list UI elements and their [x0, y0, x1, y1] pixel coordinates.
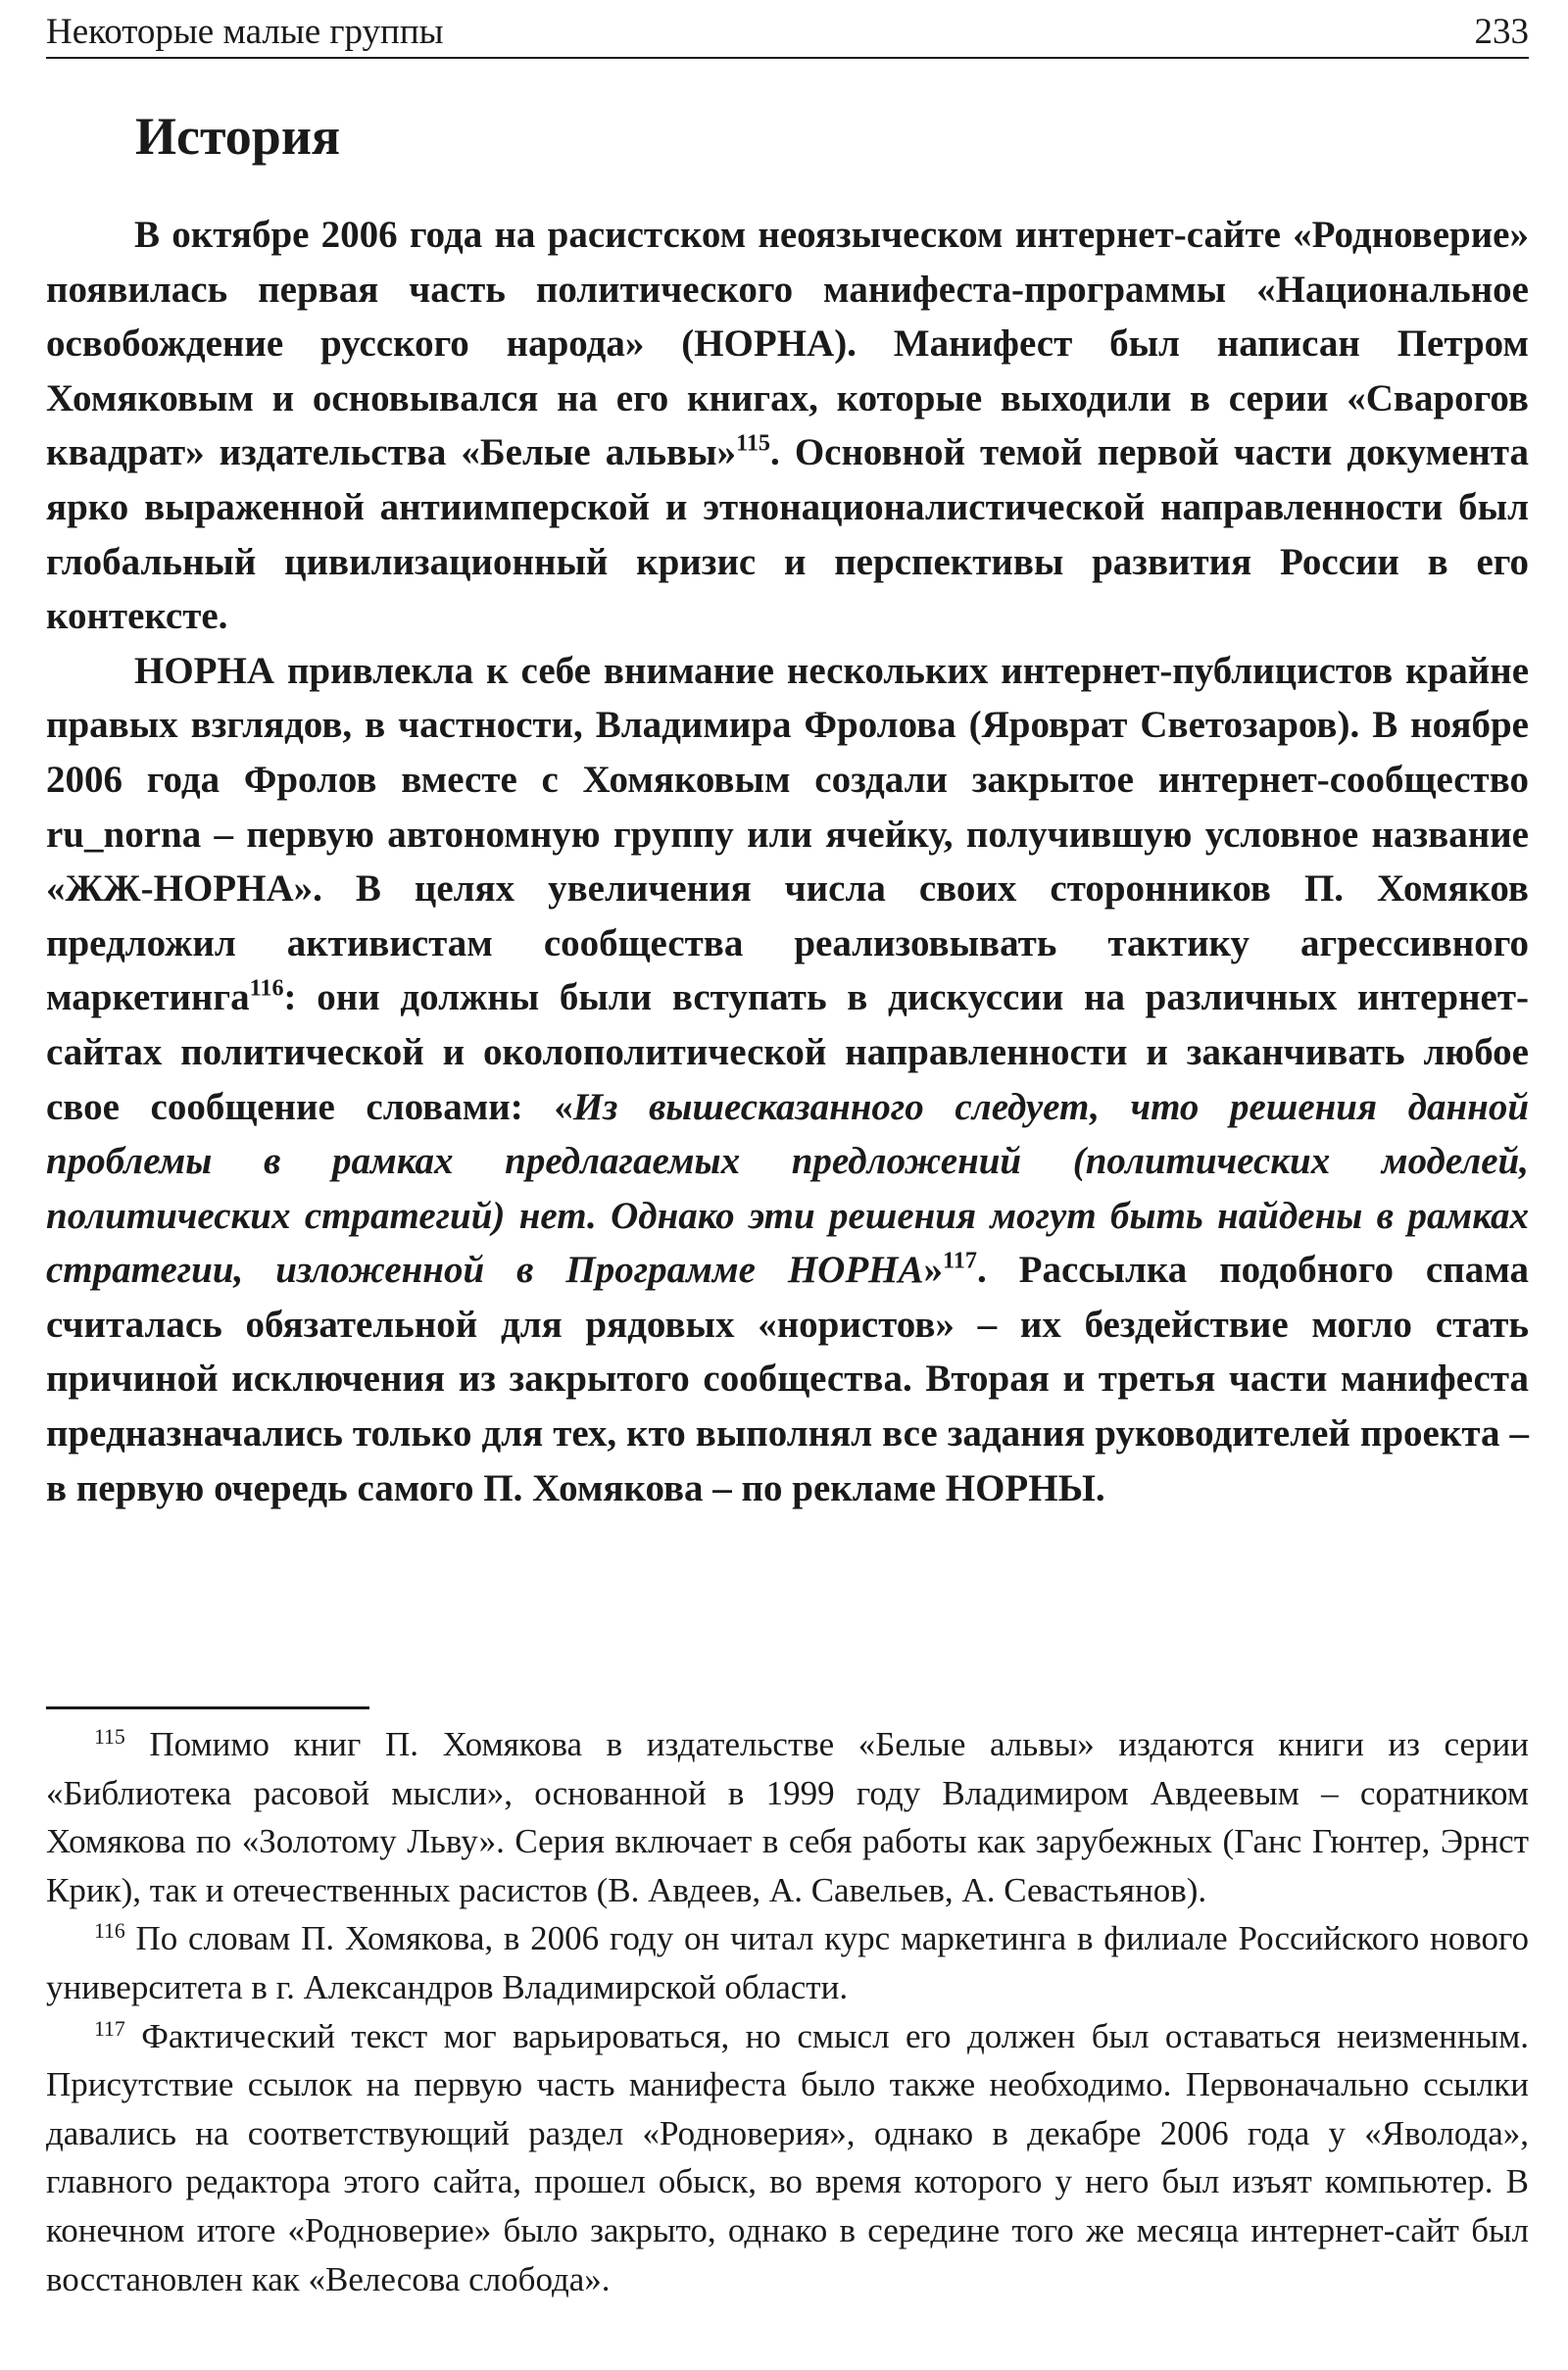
paragraph-1-text: В октябре 2006 года на расистском неоязыческом интернет-сайте «Родноверие» появилась первая часть политического манифеста-программы «Национальное освобождение русского народа» (НОРНА). Манифест был написан Петром Хомяковым и основывался на его книгах, которые выходили в серии «Сварогов квадрат» издательства «Белые альвы»: [46, 214, 1529, 474]
running-header: [46, 4, 1529, 59]
running-title: Некоторые малые группы: [46, 12, 444, 52]
footnote-number: 117: [94, 2016, 125, 2041]
footnote-ref-115[interactable]: 115: [736, 429, 770, 457]
quoted-message: Из вышесказанного следует, что решения данной проблемы в рамках предлагаемых предложений (политических моделей, политических стратегий) нет. Однако эти решения могут быть найдены в рамках стратегии, изложенной в Программе НОРНА: [46, 1085, 1530, 1292]
footnote-ref-116[interactable]: 116: [249, 974, 284, 1002]
footnote-115: [46, 1720, 1529, 1914]
footnote-116: [46, 1914, 1529, 2011]
footnote-text: Помимо книг П. Хомякова в издательстве «Белые альвы» издаются книги из серии «Библиотека расовой мысли», основанной в 1999 году Владимиром Авдеевым – соратником Хомякова по «Золотому Льву». Серия включает в себя работы как зарубежных (Ганс Гюнтер, Эрнст Крик), так и отечественных расистов (В. Авдеев, А. Савельев, А. Севастьянов).: [46, 1725, 1530, 1909]
paragraph-2-text-a: НОРНА привлекла к себе внимание нескольких интернет-публицистов крайне правых взглядов, в частности, Владимира Фролова (Яроврат Светозаров). В ноябре 2006 года Фролов вместе с Хомяковым создали закрытое интернет-сообщество ru_norna – первую автономную группу или ячейку, получившую условное название «ЖЖ-НОРНА». В целях увеличения числа своих сторонников П. Хомяков предложил активистам сообщества реализовывать тактику агрессивного маркетинга: [46, 649, 1529, 1019]
footnote-text: По словам П. Хомякова, в 2006 году он читал курс маркетинга в филиале Российского нового университета в г. Александров Владимирской области.: [46, 1919, 1530, 2006]
section-title: История: [135, 107, 341, 166]
page-number: 233: [1474, 12, 1529, 52]
footnote-number: 116: [94, 1919, 125, 1944]
paragraph-1-text-after: . Основной темой первой части документа ярко выраженной антиимперской и этнонационалистической направленности был глобальный цивилизационный кризис и перспективы развития России в его контексте.: [46, 431, 1529, 638]
footnote-number: 115: [94, 1725, 125, 1750]
paragraph-1: [46, 208, 1529, 644]
footnote-divider: [46, 1706, 369, 1709]
footnote-ref-117[interactable]: 117: [943, 1247, 977, 1274]
paragraph-2-text-d: . Рассылка подобного спама считалась обязательной для рядовых «нористов» – их бездействие могло стать причиной исключения из закрытого сообщества. Вторая и третья части манифеста предназначались только для тех, кто выполнял все задания руководителей проекта – в первую очередь самого П. Хомякова – по рекламе НОРНЫ.: [46, 1249, 1529, 1509]
footnote-text: Фактический текст мог варьироваться, но смысл его должен был оставаться неизменным. Присутствие ссылок на первую часть манифеста было также необходимо. Первоначально ссылки давались на соответствующий раздел «Родноверия», однако в декабре 2006 года у «Яволода», главного редактора этого сайта, прошел обыск, во время которого у него был изъят компьютер. В конечном итоге «Родноверие» было закрыто, однако в середине того же месяца интернет-сайт был восстановлен как «Велесова слобода».: [46, 2016, 1530, 2298]
paragraph-2-text-b: : они должны были вступать в дискуссии на различных интернет-сайтах политической и околополитической направленности и заканчивать любое свое сообщение словами: «: [46, 976, 1529, 1128]
footnotes: [46, 1720, 1529, 2303]
footnote-117: [46, 2012, 1529, 2304]
main-text: [46, 208, 1529, 1515]
paragraph-2: [46, 644, 1529, 1516]
paragraph-2-text-c: »: [923, 1249, 943, 1292]
